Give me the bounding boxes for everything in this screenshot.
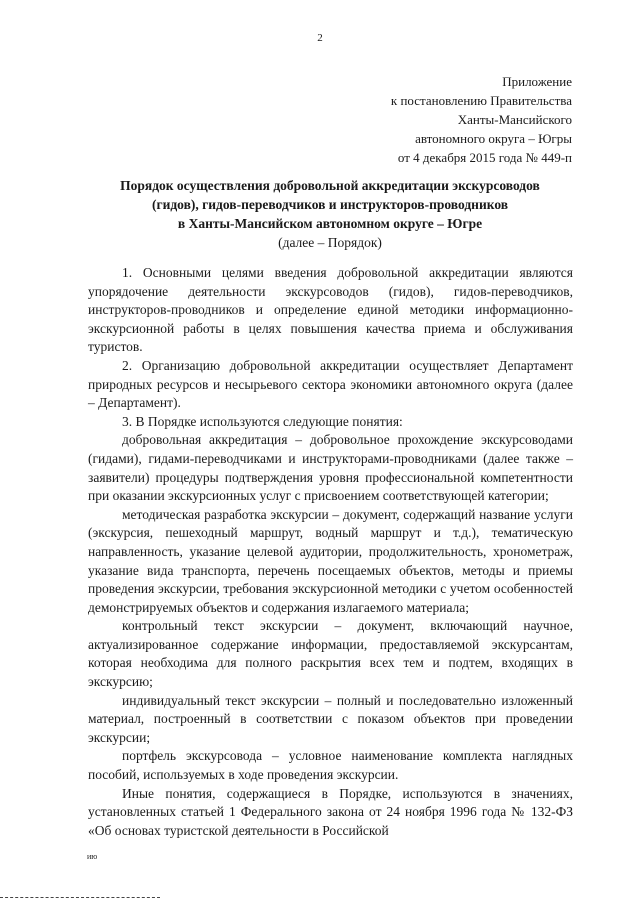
title-line: в Ханты-Мансийском автономном округе – Югре bbox=[177, 216, 483, 231]
paragraph: методическая разработка экскурсии – документ, содержащий название услуги (экскурсия, пешеходный маршрут, водный маршрут и т.д.), тематическую направленность, указание целевой аудитории, продолжительность, хронометраж, указание вида транспорта, перечень посещаемых объектов, методы и приемы проведения экскурсии, требования экскурсионной методики с учетом особенностей демонстрируемых объектов и содержания излагаемого материала; bbox=[88, 506, 573, 615]
document-title bbox=[80, 176, 580, 252]
appendix-line: от 4 декабря 2015 года № 449-п bbox=[397, 150, 572, 165]
paragraph: индивидуальный текст экскурсии – полный и последовательно изложенный материал, построенный в соответствии с показом объектов при проведении экскурсии; bbox=[88, 692, 573, 745]
title-subline: (далее – Порядок) bbox=[278, 235, 382, 250]
title-line: Порядок осуществления добровольной аккредитации экскурсоводов bbox=[120, 178, 540, 193]
paragraph: Иные понятия, содержащиеся в Порядке, используются в значениях, установленных статьей 1 Федерального закона от 24 ноября 1996 года № 132-ФЗ «Об основах туристской деятельности в Российской bbox=[88, 785, 573, 838]
page-number: 2 bbox=[317, 32, 323, 44]
appendix-line: автономного округа – Югры bbox=[415, 131, 572, 146]
paragraph: 3. В Порядке используются следующие понятия: bbox=[122, 413, 403, 429]
paragraph: 2. Организацию добровольной аккредитации осуществляет Департамент природных ресурсов и несырьевого сектора экономики автономного округа (далее – Департамент). bbox=[88, 357, 573, 411]
appendix-block bbox=[312, 72, 572, 167]
appendix-line: Ханты-Мансийского bbox=[457, 112, 572, 127]
scan-edge-line bbox=[0, 897, 160, 899]
appendix-line: к постановлению Правительства bbox=[390, 93, 572, 108]
title-line: (гидов), гидов-переводчиков и инструкторов-проводников bbox=[151, 197, 509, 212]
document-body bbox=[88, 264, 573, 840]
corner-mark: ию bbox=[87, 852, 98, 861]
appendix-line: Приложение bbox=[502, 74, 572, 89]
paragraph: контрольный текст экскурсии – документ, включающий научное, актуализированное содержание информации, предоставляемой экскурсантам, которая необходима для полного раскрытия всех тем и подтем, входящих в экскурсию; bbox=[88, 618, 573, 690]
paragraph: портфель экскурсовода – условное наименование комплекта наглядных пособий, используемых в ходе проведения экскурсии. bbox=[88, 748, 573, 783]
paragraph: добровольная аккредитация – добровольное прохождение экскурсоводами (гидами), гидами-переводчиками и инструкторами-проводниками (далее также – заявители) процедуры подтверждения уровня профессиональной компетентности при оказании экскурсионных услуг с присвоением соответствующей категории; bbox=[88, 432, 573, 504]
paragraph: 1. Основными целями введения добровольной аккредитации являются упорядочение деятельности экскурсоводов (гидов), гидов-переводчиков, инструкторов-проводников и определение единой методики информационно-экскурсионной работы в целях повышения качества приема и обслуживания туристов. bbox=[88, 265, 573, 355]
